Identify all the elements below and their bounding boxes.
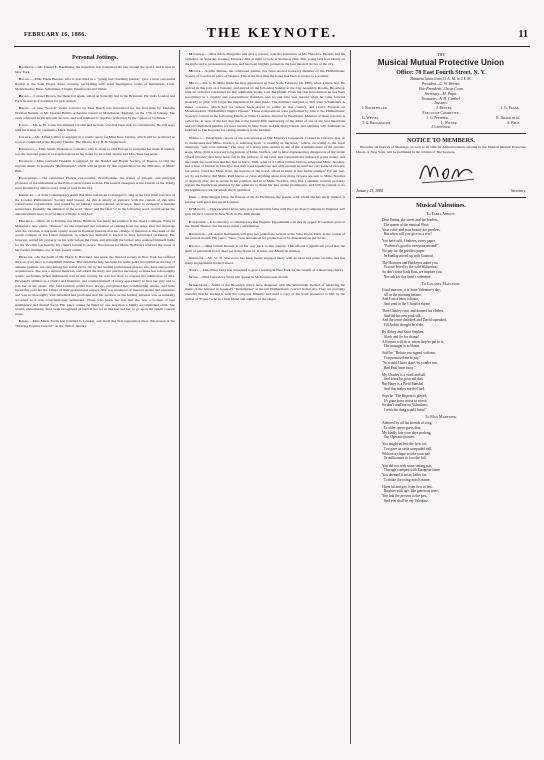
jotting-paragraph — [15, 255, 175, 317]
jotting-paragraph — [185, 195, 345, 205]
jotting-paragraph — [15, 193, 175, 217]
trustee-name: T. G. Broadstone. — [362, 120, 392, 125]
poem-stanza: By Abbey and Saint Stephen, Alack and fie for shame! All tenors will do it, when they've put to it; The manager is to blame. — [382, 330, 444, 349]
jotting-text: —Mr. Alfred Cellier is engaged in a comic opera for Miss Kate Santley, which will be produced as soon as completed at the Royalty Theatre. The libretto is by H. B. Stephenson. — [15, 134, 175, 144]
trustee-name: J. Rockefeller. — [362, 106, 388, 111]
jotting-keyword: Bandmann. — [19, 65, 35, 69]
poem-stanza: Admired by all the friends of song, To older opera-goers dear, My kindly fate your days prolong, Our Operatic pioneer. — [382, 421, 433, 440]
jotting-text: —This excellent artist, who was considerable fame with the Carl Rosa Company in England, will give his first concert in New York on the 26th instant. — [185, 207, 345, 217]
jotting-text: —Mr. Daniel E. Bandmann, the tragedian, has completed his tour around the world, and is now in New York. — [15, 65, 175, 74]
column-jottings-continued — [185, 52, 345, 304]
jotting-paragraph — [15, 123, 175, 133]
jotting-text: —It is stated by a contemporary that Eugenie Pappenheim will shortly appear in German opera at the Thalia Theater, but the news needs confirmation. — [185, 219, 345, 229]
divider — [356, 197, 526, 198]
officer-line: President—C. W. Werner. — [421, 82, 461, 87]
poem-stanza: Then Charley rose, and donned his clothes, And did his new pink silk, And the tenor shrieked, and David squeaked, Till Ardiiti thought he'd die. — [382, 309, 447, 328]
signature — [356, 157, 526, 189]
poem-heading: Musical Valentines. — [416, 203, 466, 210]
jotting-paragraph — [185, 69, 345, 79]
poem-stanza: You have told, I believe, every paper, "Patience's good to everyone around!" We pay for the prettiest paper In Sunday mixed up with Gounod. — [382, 239, 439, 258]
jotting-paragraph — [15, 65, 175, 75]
jotting-keyword: Krebs. — [19, 319, 30, 324]
jotting-paragraph — [185, 136, 345, 193]
jotting-paragraph — [15, 135, 175, 145]
jotting-keyword: Russell. — [189, 243, 202, 248]
jotting-keyword: Mills. — [189, 80, 199, 85]
jotting-text: —Mme. de la Pomme, nee Marie Heilbron, has made her reentree at the Opera Comique, Paris, in Massenet's new opera, "Manon." As she expressed her intention of retiring from the stage after her marriage with the vicomte, it has been openly stated in Parisian journals that her change of intention is the result of the recent collapse of the Union Générale, in which her husband is known to have speculated recklessly. He, however, settled his property on his wife before the crash, and although the broker who rendered himself liable for the Vicomte lost heavily, his client's fortune is secure. The reasons for Marie Heilbron's return to the scene of her former triumphs, are, in fact, purely artistic. — [15, 219, 175, 252]
jotting-text: —Miss Jennie Dickenson, contralto, who is about to visit Europe to complete her musical studies, was the honored guest at a reception given in her honor by ex-Chief Justice and Mrs. Shea last week. — [15, 147, 175, 156]
jotting-paragraph — [185, 81, 345, 133]
jotting-keyword: Rubinstein. — [189, 231, 206, 236]
officer-line: Treasurer—A. H. Gorthel. — [421, 96, 461, 101]
poem-stanza: Cheerful and gay, from first to last, Brighter with age, like generous wine, You link the present to the past, And you shall be my Valentine. — [382, 484, 439, 503]
jotting-keyword: Howland. — [19, 255, 34, 260]
trustees-label: Trustees: — [434, 101, 448, 106]
jotting-text: —Miss Maggie Olny, the fiancee of M. de Pachmann, the pianist, with whom she has lately studied, is playing with great success in London. — [185, 195, 345, 205]
jotting-paragraph — [15, 77, 175, 91]
trustee-list — [356, 106, 526, 130]
signature-scribble — [416, 157, 476, 187]
jotting-keyword: Heilbron. — [19, 219, 34, 224]
poem-stanza: My Charley is a swell and tall, And loves his poor old dad, But Harry is a Field Marshal And that makes me feel bad. — [382, 372, 427, 391]
jotting-paragraph — [15, 147, 175, 157]
newspaper-title: THE KEYNOTE. — [206, 26, 338, 41]
office-address: Office: 78 East Fourth Street, N. Y. — [396, 70, 486, 77]
jotting-text: —Miss Marie Krebs has returned to London, and made her first appearance there this season at the "Monday Popular Concert" on the 19th of January. — [15, 319, 175, 329]
notice-text: Hereafter all Notices of Meetings, as well as all Official Announcements relating to the Musical Mutual Protective Union, of New York, will be published in the column of The Keynote. — [356, 145, 526, 154]
union-advertisement — [356, 52, 526, 130]
jotting-text: —Miss Lillian Russell is on her way back to this country. This affords a significant proof that the spirit of patriotism is not dead yet in the breast of, at least, one American maiden. — [185, 243, 345, 253]
jotting-keyword: Franklin. — [19, 159, 34, 164]
officer-line: Secretary—M. Papst. — [424, 91, 458, 96]
jotting-text: —Colonel Brown, the theatrical agent, sailed on Saturday last in the Britannic. He visits London and Paris in search of novelties for next season. — [15, 93, 175, 103]
ad-the: THE — [437, 52, 445, 57]
jotting-keyword: Franchomme. — [19, 176, 39, 180]
jotting-text: —Sophie Menter, the celebrated pianist, has been elected honorary member of the Philharmonic Society of London in place of Wagner. This is the first time the honor has been accorded to a woman. — [185, 68, 345, 78]
column-divider — [350, 50, 351, 744]
column-personal-jottings — [15, 52, 175, 331]
jotting-paragraph — [15, 319, 175, 329]
jotting-keyword: Pappenheim. — [189, 219, 207, 224]
jotting-text: —A daily contemporary states that Miss Gerwicke is engaged to sing at the first three concerts of the London Philharmonic Society next season. As this is utterly at variance with the custom of this ultra conservative organization, and would be an entirely unprecedented occurrence, there is evidently a mistake somewhere. Probably the omission of the word "three" and the final "s" in the following word, would render the announcement more in accordance with the actual fact. — [15, 192, 175, 216]
jotting-text: —Telegraphic reports of the conversation of Her Majesty's Lieutenant Colonel in Chicago, give us to understand that Mme. Nordica is suffering from "a swelling in the head," which, according to the royal diagnosis, "will soon subside." The story of a pretty little quarrel is one of the ornamentations of the operatic stage. Mme. Patti is reported to be jealous of Mme. Nordica, and to have expressed her disapproval of the lavish "floral tributes" that have been cast in the pathway of the latter and comparatively unknown prima donna, and the result has been that she has had to leave. Well, what of it? Miss Lillian Norton, otherwise Mme. Nordica, had a host of friends in Chicago, and they were injudicious and silly enough to send her cart loads of flowers; but surely, could not Mme. Patti, the soprano of the world, afford to smile at this feeble attempt? For our part, we do not believe that Mme. Patti knows or cares anything about how many flowers are sent to Mme. Nordica or anybody else; she is secure in her position, and so is Mme. Nordica, who, like a sensible woman, probably regrets the injudicious attempts by her admirers to thrust her into undue prominence, and will be content to do the legitimate work for which she is qualified. — [185, 135, 345, 193]
jotting-keyword: Nordica. — [189, 135, 203, 140]
jotting-paragraph — [185, 52, 345, 66]
column-union-and-poems — [356, 52, 526, 506]
poem-dedication: To Max Maretzek. — [424, 415, 458, 420]
jotting-text: —Some of the Brooklyn critics have disagreed with Mr. Werrenrath method of rendering the music of the narrator in Gounod's "Redemption" at the last Philharmonic concert in that city. They are probably unaware that he studied it with the composer himself, and used a copy of the work presented to him by the author of "Faust," who is a firm friend and admirer of the singer. — [185, 282, 345, 301]
trustee-name: J. Reuter. — [436, 106, 453, 111]
issue-date: FEBRUARY 16, 1886. — [24, 32, 87, 38]
trustee-name: A. Belz. — [506, 120, 520, 125]
jottings-list — [185, 52, 345, 302]
jotting-text: —Mr. W. H. Sherwood has been busily engaged lately with lectures and piano recitals, and has many engagements booked ahead. — [185, 255, 345, 265]
jotting-paragraph — [15, 219, 175, 252]
jotting-text: —Mlle. Paula Baucké, who is described as a "young and charming pianist," gave a most successful Recital at the Salle Pleyel, Paris, recently, performing with great intelligence works of Rubinstein, Liszt, Mendelssohn, Bizet, Schumann, Chopin, Wieniawski and Weber. — [15, 77, 175, 91]
trustee-row — [356, 125, 526, 130]
poem-stanza: Said he, "Before you signed with me, You promised me to pay." "So would I have done, by yonder sun, Had Patti been away." — [382, 351, 438, 370]
poem-stanza: You taught us first the lyric art; You gave us caste unequaled still, Without a clique to take your part Or millionaire to foot the bill. — [382, 442, 433, 461]
jotting-text: —A new "Scotch" violin concerto by Max Bruch was introduced for the first time by Madame Norman Neruda, at Mr. Charles Hallé's orchestral concert in Manchester, England, on the 17th of January. The work achieved an exceptional success, and was rendered to absolute perfection by the "queen of violinists." — [15, 106, 175, 120]
jotting-keyword: Carle. — [19, 122, 30, 127]
business-hours: Business hours from 11 A. M. to 2 P. M. — [410, 77, 472, 82]
jotting-keyword: Orry. — [189, 195, 198, 200]
poem-stanza: Says he "The Hopera is played, It's gone from worse to worst; So don't send me no Valentines; I wish the thing would burst!" — [382, 393, 428, 412]
jotting-text: —Miss Ellen Terry has consented to give a reading in New York for the benefit of a deserving charity. — [199, 267, 344, 272]
jotting-text: —The celebrated French violoncellist, Franchomme, the friend of Chopin, and principal professor of the instrument at the Paris Conservatoire is dead. His funeral obsequies at the Church of the Trinity were attended by almost every artist of note in the city. — [15, 176, 175, 190]
jotting-text: —M. Anton Rubinstein will give two pianoforte recitals at the Salle Erard, Paris, in the course of the present month. His opera, "Nero," was announced for production at St. Petersburg on the 3d ult. — [185, 231, 345, 241]
officer-list — [356, 82, 526, 101]
jotting-keyword: Sherwood. — [189, 255, 205, 260]
trustee-name: J. G. Frank. — [500, 106, 520, 111]
jotting-paragraph — [185, 244, 345, 254]
jotting-paragraph — [185, 283, 345, 302]
jotting-paragraph — [185, 256, 345, 266]
page-number: 11 — [518, 29, 528, 40]
jotting-paragraph — [15, 94, 175, 104]
divider — [356, 133, 526, 134]
section-heading: Personal Jottings. — [72, 55, 118, 61]
notice-date: January 21, 1884. — [356, 189, 384, 194]
jotting-keyword: Gerwicke. — [19, 192, 35, 197]
poem-stanza: Dear Emma, the sweet and the fearless, The queen of the musical West; Your voice and your beauty are peerless, But when will you give us a rest? — [382, 218, 441, 237]
trustee-name: R. Dramchlig. — [496, 115, 520, 120]
notice-dateline — [356, 189, 526, 194]
jotting-keyword: Ward. — [189, 275, 199, 280]
trustee-name: G. Wessel. — [362, 115, 380, 120]
notice-role: Secretary. — [510, 189, 526, 194]
poem-dedication: To Emma Abbott. — [426, 212, 456, 217]
jotting-text: —Mr. S. B. Mills made his first appearance in New York, February 18, 1885, when a mere boy. He arrived in this port on a Tuesday, and played on the following Sunday at the City Assembly Rooms, Broadway, with an orchestra conducted by that admirable leader, Carl Bergmann. From his first introduction he has been recognized as a capable and conscientious musician, and no one who was present when he came forward modestly to play, will forget the impression he then made. The numbers assigned to him were Schumann's A minor concerto, which had not before been played in public in this country, and Liszt's Fantasie on Mendelssohn's "Midsummer Night's Dream." These compositions were performed by him at the Philharmonic Society's concert in the following March, at Niblo's Garden, directed by Bergmann. Mention of these concerts is called for, in view of the fact that this is the twenty-fifth anniversary of the début of one of the best musicians and accomplished pianists we have known in New York, and his many friends and admirers will doubtless be indebted to The Keynote for calling attention to the incident. — [185, 80, 345, 133]
poem-dedication: To Colonel Mapleson. — [421, 281, 461, 286]
jotting-paragraph — [185, 207, 345, 217]
jottings-list — [15, 65, 175, 329]
jotting-text: —Mr. G. W. Carle, the eminent vocalist and lecturer, who has been sick, is convalescent. He still stays with his friend, W. Clements (Mark Twain). — [15, 122, 175, 132]
union-name: Musical Mutual Protective Union — [377, 58, 505, 68]
jotting-paragraph — [185, 275, 345, 280]
jotting-paragraph — [15, 176, 175, 190]
jotting-paragraph — [15, 159, 175, 173]
jotting-keyword: Baucke. — [19, 77, 31, 82]
jotting-keyword: Marquiles. — [189, 52, 206, 56]
officer-line: Vice-President—Oscar Coon. — [418, 87, 464, 91]
poem-stanza: The Hoosiers and Buckeyes adore you, You are loved by the wild Wolverine; So don't come back East, we implore you, Nor ask for this heart's valentine. — [382, 260, 443, 279]
jotting-keyword: Menter. — [189, 68, 202, 73]
masthead — [14, 26, 530, 46]
masthead-rule — [14, 46, 530, 47]
jotting-text: —Miss Gertrude Franklin is engaged by the Handel and Haydn Society, of Boston, to sing the soprano music in Gounod's "Redemption," which will be given by that organization on the 26th inst., at Music Hall. — [15, 159, 175, 173]
poem-stanza: Good morrow, it is Saint Valentine's day, All in the morning betime, And I am a tenor robusto, And send to the C band a rhyme. — [382, 287, 441, 306]
poem-body — [356, 212, 526, 503]
jotting-text: —Miss Genevieve Ward will appear in Melbourne next month. — [198, 275, 289, 280]
jotting-keyword: Terry. — [189, 267, 200, 272]
notice-heading: NOTICE TO MEMBERS. — [407, 138, 475, 145]
trustee-name: L. Wiener. — [440, 120, 458, 125]
jotting-keyword: Werrenrath. — [189, 282, 209, 287]
jotting-paragraph — [185, 220, 345, 230]
jotting-keyword: Brown. — [19, 93, 30, 98]
jotting-keyword: O'Mahony. — [189, 207, 207, 212]
trustee-name: J. Lenssner. — [431, 125, 451, 130]
jotting-keyword: Dickenson. — [19, 147, 36, 152]
jotting-paragraph — [185, 232, 345, 242]
column-divider — [179, 50, 180, 744]
jotting-keyword: Bruch. — [19, 106, 30, 111]
jotting-keyword: Cellier. — [19, 134, 32, 139]
trustee-name: Executive Committee. — [422, 110, 460, 115]
jotting-text: —In the death of Mr. Harry E. Howland, last week, the musical society in New York has suffered the loss of its most accomplished member. This estimable lady has been for some years recognized as the first of amateur pianists, not only among her social circle, but by the leading professional players who have enjoyed her acquaintance. She was a natural musician, and added the study and practice necessary to make her a thoroughly artistic performer. When Rubinstein was in this country he was not slow to express his admiration of Mrs. Howland's abilities as a pianist and musician, and availed himself of every opportunity to hear her play and to join her at the piano. Our best resident artists have always recognized her commanding talents, and have invariably paid her the tribute of their professional respect. She was intolerant of musical shams and nonsense, and was so thoroughly well informed and proficient that her position as the leading amateur was as naturally accorded as it was conscientiously demanded. Those who knew her felt that she was a woman of rare intelligence and mental force. Her place cannot be filled by one less than a highly accomplished artist. She would, undoubtedly, have been recognized as such if her lot in life had led her to go upon the public concert stage. — [15, 255, 175, 317]
jotting-paragraph — [185, 268, 345, 273]
jotting-text: —Miss Adele Margulies will give a concert, with the assistance of Mr. Theodore Thomas and his orchestra, on Saturday evening, February 28d, at eight o'clock, at Steinway Hall. This young lady is evidently on the high road to professional success, and has been brightly praised in the best musical circles of the city. — [185, 52, 345, 66]
poem-stanza: You did not seek some setting star, Through cramped with European fame; You deemed it wiser, better far, To make the rising artist's name. — [382, 463, 441, 482]
trustee-name: J. G. Pfeiffer. — [426, 115, 449, 120]
jotting-paragraph — [15, 106, 175, 120]
